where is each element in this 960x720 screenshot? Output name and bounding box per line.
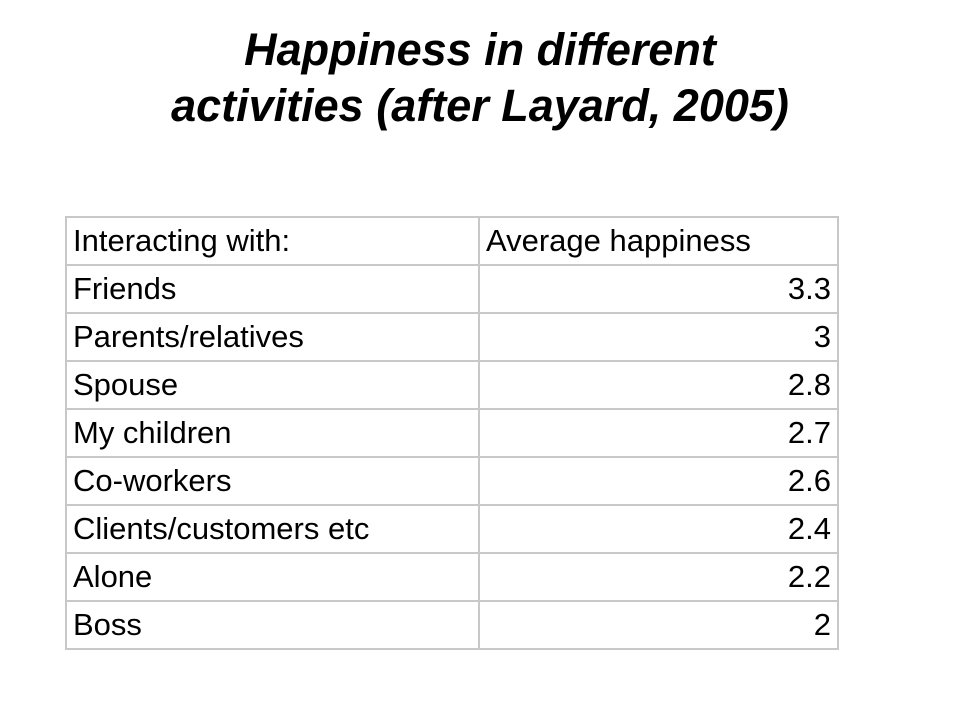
row-label: My children <box>66 409 479 457</box>
table-row <box>66 265 838 313</box>
row-value: 2.6 <box>479 457 838 505</box>
slide-title-line-1: Happiness in different <box>244 24 716 75</box>
row-value: 2 <box>479 601 838 649</box>
row-value: 2.7 <box>479 409 838 457</box>
row-label: Co-workers <box>66 457 479 505</box>
table-row <box>66 361 838 409</box>
table-header-row <box>66 217 838 265</box>
table-row <box>66 505 838 553</box>
row-label: Friends <box>66 265 479 313</box>
row-value: 2.4 <box>479 505 838 553</box>
table-row <box>66 553 838 601</box>
happiness-table <box>65 216 839 650</box>
row-label: Boss <box>66 601 479 649</box>
row-label: Clients/customers etc <box>66 505 479 553</box>
row-value: 2.8 <box>479 361 838 409</box>
row-label: Spouse <box>66 361 479 409</box>
table-row <box>66 313 838 361</box>
table-row <box>66 409 838 457</box>
row-value: 3.3 <box>479 265 838 313</box>
header-interacting-with: Interacting with: <box>66 217 479 265</box>
table-row <box>66 457 838 505</box>
table-row <box>66 601 838 649</box>
slide-title-line-2: activities (after Layard, 2005) <box>171 80 789 131</box>
slide-title <box>0 22 960 134</box>
header-average-happiness: Average happiness <box>479 217 838 265</box>
row-label: Parents/relatives <box>66 313 479 361</box>
row-label: Alone <box>66 553 479 601</box>
row-value: 3 <box>479 313 838 361</box>
row-value: 2.2 <box>479 553 838 601</box>
